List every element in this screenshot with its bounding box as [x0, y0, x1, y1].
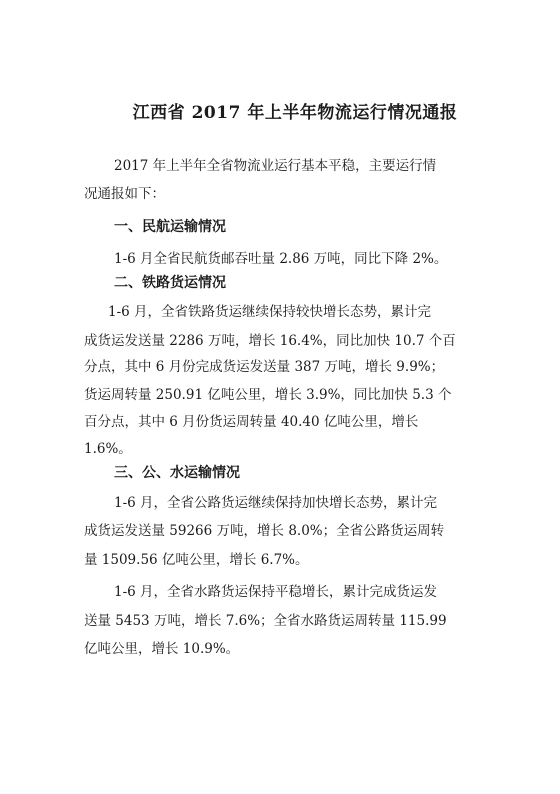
section-heading-railway: 二、铁路货运情况 — [114, 275, 226, 291]
section3-para2-line-1: 1-6 月，全省水路货运保持平稳增长，累计完成货运发 — [114, 584, 438, 600]
section3-para2-line-3: 亿吨公里，增长 10.9%。 — [84, 641, 240, 657]
section-heading-road-water: 三、公、水运输情况 — [114, 465, 240, 481]
section2-line-4: 货运周转量 250.91 亿吨公里，增长 3.9%，同比加快 5.3 个 — [84, 387, 452, 403]
section3-para1-line-1: 1-6 月，全省公路货运继续保持加快增长态势，累计完 — [114, 495, 438, 511]
section-heading-civil-aviation: 一、民航运输情况 — [114, 219, 226, 235]
intro-line-1: 2017 年上半年全省物流业运行基本平稳，主要运行情 — [114, 158, 437, 174]
section3-para1-line-2: 成货运发送量 59266 万吨，增长 8.0%；全省公路货运周转 — [84, 523, 445, 539]
section2-line-3: 分点，其中 6 月份完成货运发送量 387 万吨，增长 9.9%； — [84, 359, 445, 375]
section2-line-5: 百分点，其中 6 月份货运周转量 40.40 亿吨公里，增长 — [84, 414, 419, 430]
section2-line-6: 1.6%。 — [84, 441, 132, 457]
section2-line-1: 1-6 月，全省铁路货运继续保持较快增长态势，累计完 — [108, 304, 432, 320]
section1-line-1: 1-6 月全省民航货邮吞吐量 2.86 万吨，同比下降 2%。 — [114, 251, 448, 267]
section3-para1-line-3: 量 1509.56 亿吨公里，增长 6.7%。 — [84, 552, 309, 568]
section2-line-2: 成货运发送量 2286 万吨，增长 16.4%，同比加快 10.7 个百 — [84, 333, 456, 349]
section3-para2-line-2: 送量 5453 万吨，增长 7.6%；全省水路货运周转量 115.99 — [84, 613, 447, 629]
document-title: 江西省 2017 年上半年物流运行情况通报 — [132, 103, 458, 123]
intro-line-2: 况通报如下： — [84, 186, 165, 202]
